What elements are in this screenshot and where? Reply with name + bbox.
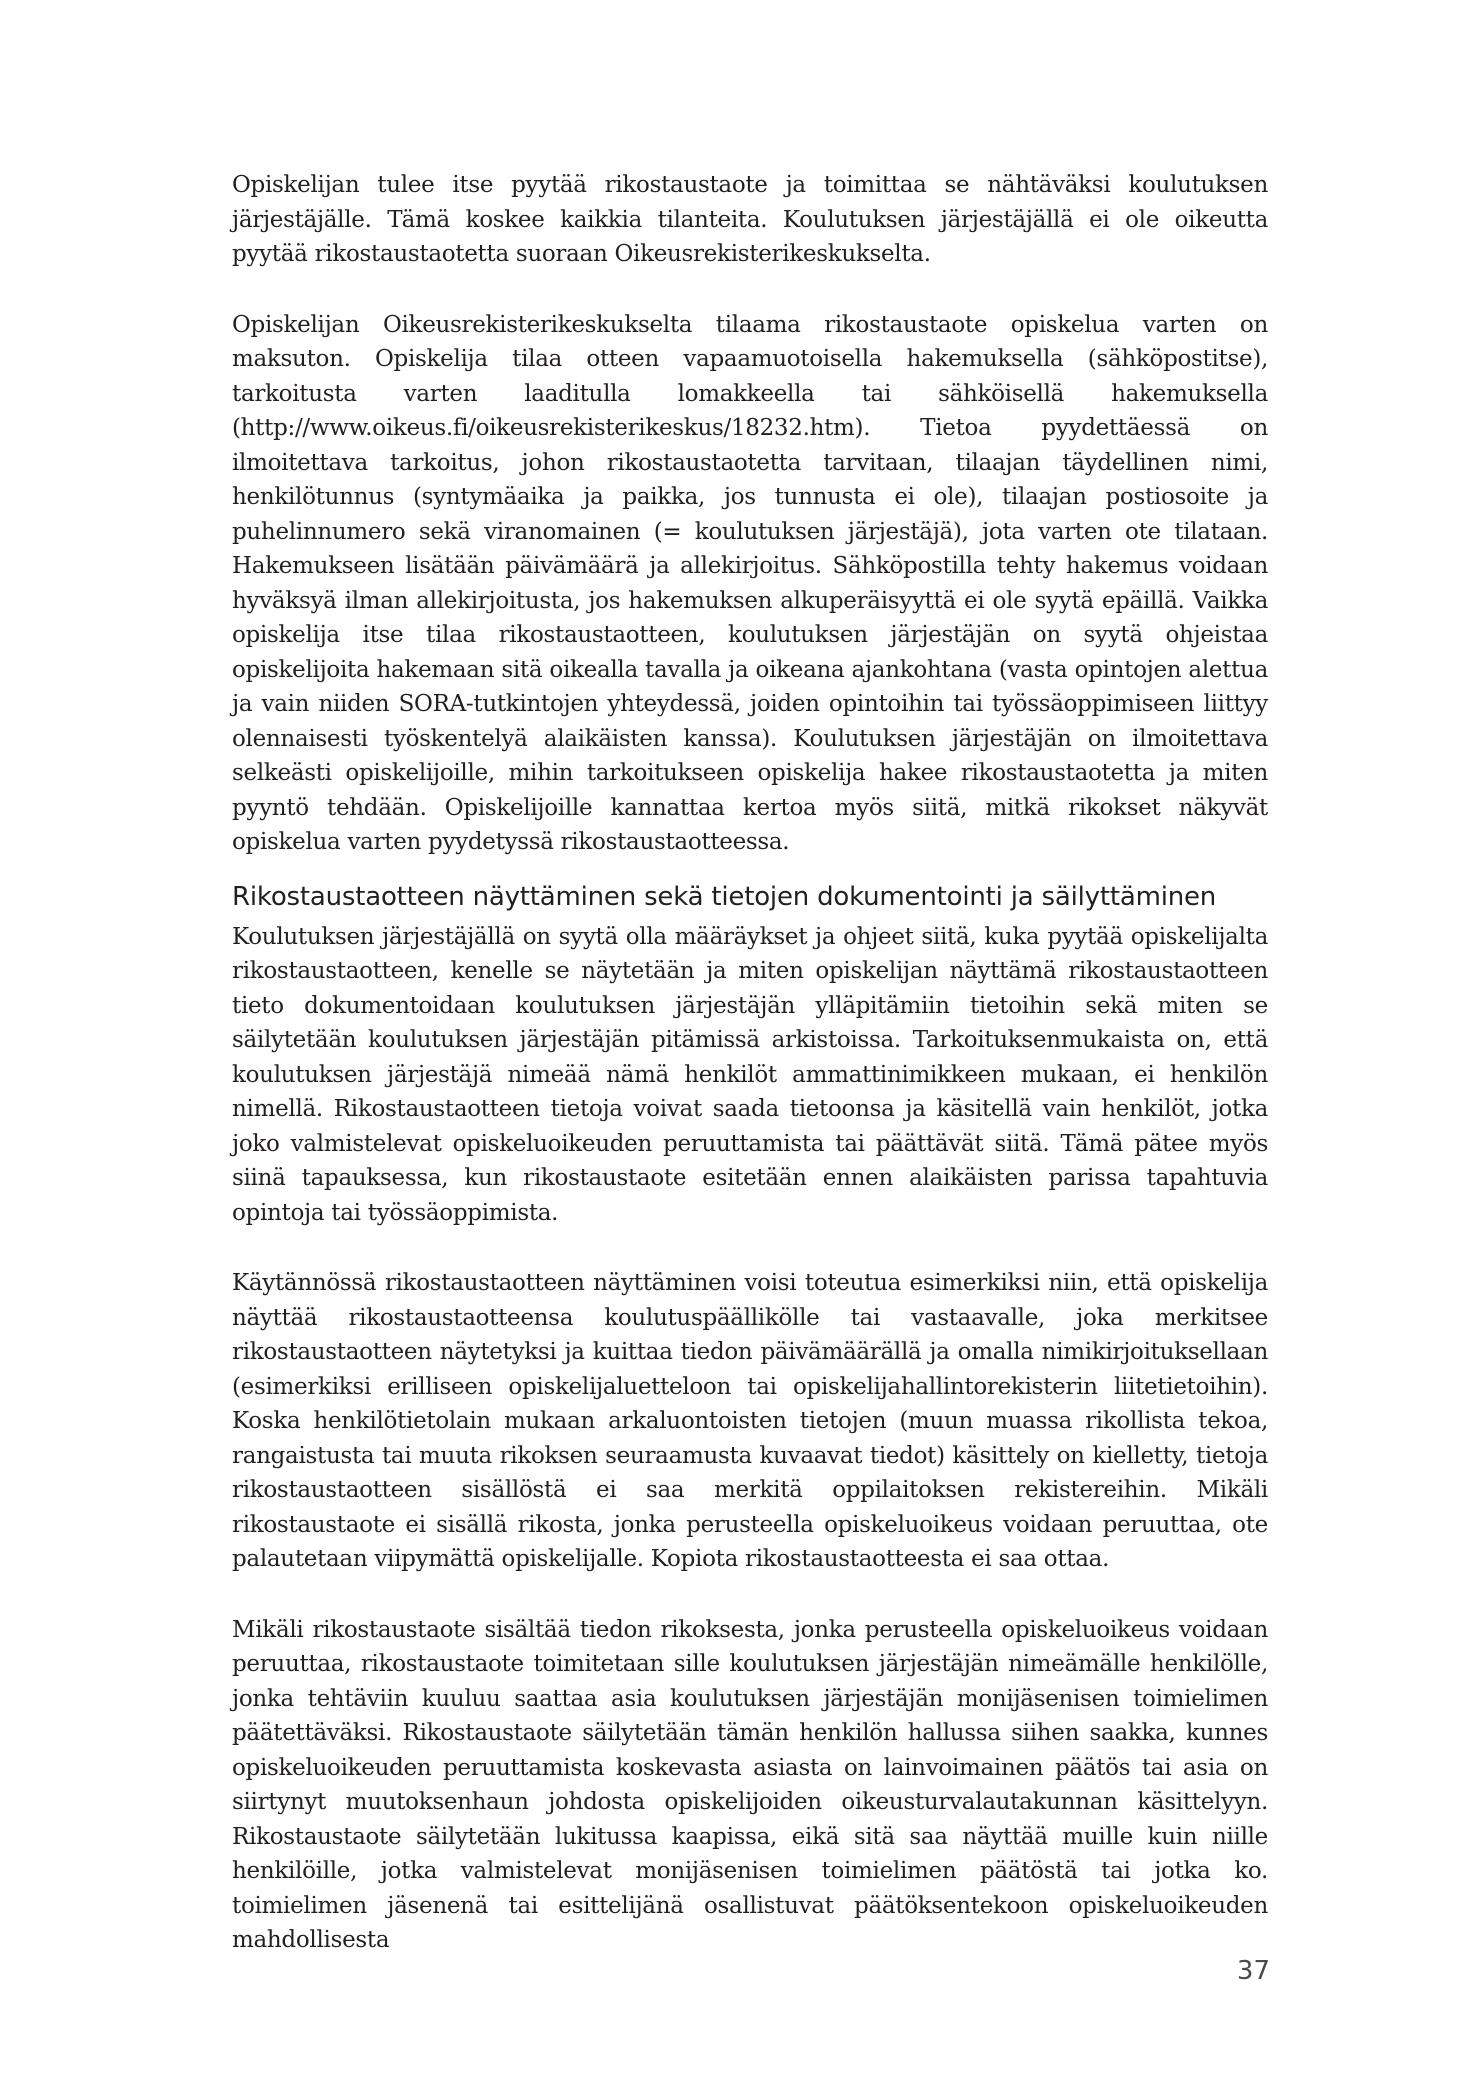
section-paragraph-1: Koulutuksen järjestäjällä on syytä olla määräykset ja ohjeet siitä, kuka pyytää opiskelijalta rikostaustaotteen, kenelle se näytetään ja miten opiskelijan näyttämä rikostaustaotteen tieto dokumentoidaan koulutuksen järjestäjän ylläpitämiin tietoihin sekä miten se säilytetään koulutuksen järjestäjän pitämissä arkistoissa. Tarkoituksenmukaista on, että koulutuksen järjestäjä nimeää nämä henkilöt ammattinimikkeen mukaan, ei henkilön nimellä. Rikostaustaotteen tietoja voivat saada tietoonsa ja käsitellä vain henkilöt, jotka joko valmistelevat opiskeluoikeuden peruuttamista tai päättävät siitä. Tämä pätee myös siinä tapauksessa, kun rikostaustaote esitetään ennen alaikäisten parissa tapahtuvia opintoja tai työssäoppimista. (232, 923, 1268, 1226)
paragraph-2: Opiskelijan Oikeusrekisterikeskukselta tilaama rikostaustaote opiskelua varten on maksuton. Opiskelija tilaa otteen vapaamuotoisella hakemuksella (sähköpostitse), tarkoitusta varten laaditulla lomakkeella tai sähköisellä hakemuksella (http://www.oikeus.fi/oikeusrekisterikeskus/18232.htm). Tietoa pyydettäessä on ilmoitettava tarkoitus, johon rikostaustaotetta tarvitaan, tilaajan täydellinen nimi, henkilötunnus (syntymäaika ja paikka, jos tunnusta ei ole), tilaajan postiosoite ja puhelinnumero sekä viranomainen (= koulutuksen järjestäjä), jota varten ote tilataan. Hakemukseen lisätään päivämäärä ja allekirjoitus. Sähköpostilla tehty hakemus voidaan hyväksyä ilman allekirjoitusta, jos hakemuksen alkuperäisyyttä ei ole syytä epäillä. Vaikka opiskelija itse tilaa rikostaustaotteen, koulutuksen järjestäjän on syytä ohjeistaa opiskelijoita hakemaan sitä oikealla tavalla ja oikeana ajankohtana (vasta opintojen alettua ja vain niiden SORA-tutkintojen yhteydessä, joiden opintoihin tai työssäoppimiseen liittyy olennaisesti työskentelyä alaikäisten kanssa). Koulutuksen järjestäjän on ilmoitettava selkeästi opiskelijoille, mihin tarkoitukseen opiskelija hakee rikostaustaotetta ja miten pyyntö tehdään. Opiskelijoille kannattaa kertoa myös siitä, mitkä rikokset näkyvät opiskelua varten pyydetyssä rikostaustaotteessa. (232, 311, 1268, 855)
paragraph-1: Opiskelijan tulee itse pyytää rikostaustaote ja toimittaa se nähtäväksi koulutuksen järjestäjälle. Tämä koskee kaikkia tilanteita. Koulutuksen järjestäjällä ei ole oikeutta pyytää rikostaustaotetta suoraan Oikeusrekisterikeskukselta. (232, 172, 1268, 267)
section-paragraph-2: Käytännössä rikostaustaotteen näyttäminen voisi toteutua esimerkiksi niin, että opiskelija näyttää rikostaustaotteensa koulutuspäällikölle tai vastaavalle, joka merkitsee rikostaustaotteen näytetyksi ja kuittaa tiedon päivämäärällä ja omalla nimikirjoituksellaan (esimerkiksi erilliseen opiskelijaluetteloon tai opiskelijahallintorekisterin liitetietoihin). Koska henkilötietolain mukaan arkaluontoisten tietojen (muun muassa rikollista tekoa, rangaistusta tai muuta rikoksen seuraamusta kuvaavat tiedot) käsittely on kielletty, tietoja rikostaustaotteen sisällöstä ei saa merkitä oppilaitoksen rekistereihin. Mikäli rikostaustaote ei sisällä rikosta, jonka perusteella opiskeluoikeus voidaan peruuttaa, ote palautetaan viipymättä opiskelijalle. Kopiota rikostaustaotteesta ei saa ottaa. (232, 1270, 1268, 1572)
page-content (232, 168, 1268, 1994)
section-paragraph-3: Mikäli rikostaustaote sisältää tiedon rikoksesta, jonka perusteella opiskeluoikeus voidaan peruuttaa, rikostaustaote toimitetaan sille koulutuksen järjestäjän nimeämälle henkilölle, jonka tehtäviin kuuluu saattaa asia koulutuksen järjestäjän monijäsenisen toimielimen päätettäväksi. Rikostaustaote säilytetään tämän henkilön hallussa siihen saakka, kunnes opiskeluoikeuden peruuttamista koskevasta asiasta on lainvoimainen päätös tai asia on siirtynyt muutoksenhaun johdosta opiskelijoiden oikeusturvalautakunnan käsittelyyn. Rikostaustaote säilytetään lukitussa kaapissa, eikä sitä saa näyttää muille kuin niille henkilöille, jotka valmistelevat monijäsenisen toimielimen päätöstä tai jotka ko. toimielimen jäsenenä tai esittelijänä osallistuvat päätöksentekoon opiskeluoikeuden mahdollisesta (232, 1616, 1268, 1953)
section-heading: Rikostaustaotteen näyttäminen sekä tietojen dokumentointi ja säilyttäminen (232, 881, 1217, 912)
page-number: 37 (1236, 1956, 1270, 1986)
